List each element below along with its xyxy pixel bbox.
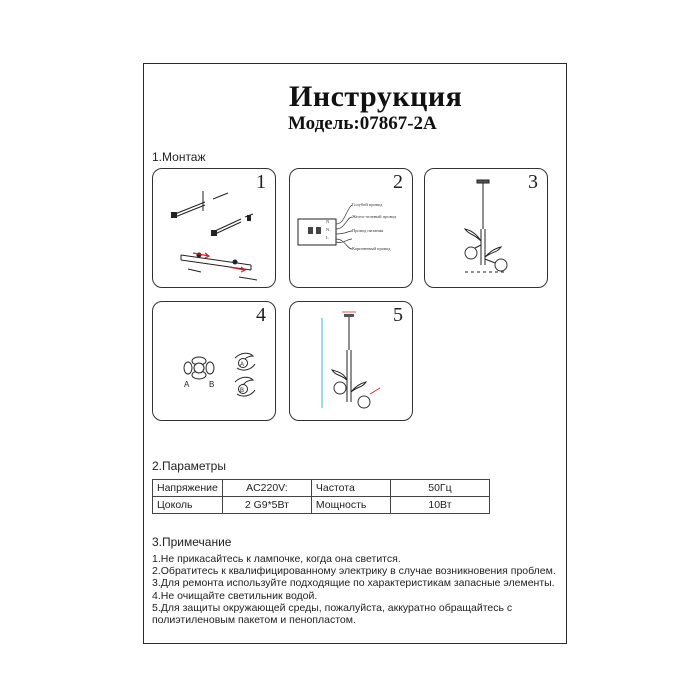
label-b: B <box>209 380 215 389</box>
param-label: Мощность <box>311 497 390 514</box>
list-item: полиэтиленовым пакетом и пенопластом. <box>152 614 356 627</box>
list-item: 5.Для защиты окружающей среды, пожалуйста, аккуратно обращайтесь с <box>152 601 513 614</box>
param-label: Цоколь <box>153 497 223 514</box>
mounting-step-2-panel <box>289 168 413 288</box>
param-label: Напряжение <box>153 480 223 497</box>
parameters-table <box>152 479 490 514</box>
step-1-illustration <box>153 169 276 288</box>
list-item: 2.Обратитесь к квалифицированному электрику в случае возникновения проблем. <box>152 565 556 578</box>
section-heading-parameters: 2.Параметры <box>152 459 226 473</box>
mounting-step-1-panel <box>152 168 276 288</box>
notes-list <box>152 553 557 626</box>
step-number: 5 <box>393 304 403 326</box>
mounting-step-4-panel <box>152 301 276 421</box>
param-value: 50Гц <box>390 480 489 497</box>
step-2-wiring-diagram <box>290 169 413 288</box>
terminal-l-label: L <box>326 235 329 240</box>
terminal-n-label: N <box>326 219 330 224</box>
yellow-green-wire-label: Желто-зеленый провод <box>352 214 397 219</box>
instruction-sheet <box>143 63 567 644</box>
list-item: 3.Для ремонта используйте подходящие по характеристикам запасные элементы. <box>152 577 555 590</box>
list-item: 4.Не очищайте светильник водой. <box>152 589 318 602</box>
step-number: 2 <box>393 171 403 193</box>
power-wire-label: Провод питания <box>352 228 384 233</box>
step-3-fixture-illustration <box>425 169 548 288</box>
param-value: 2 G9*5Вт <box>222 497 311 514</box>
list-item: 1.Не прикасайтесь к лампочке, когда она светится. <box>152 553 401 565</box>
table-row <box>153 497 490 514</box>
label-a: A <box>184 380 190 389</box>
param-value: 10Вт <box>390 497 489 514</box>
section-heading-notes: 3.Примечание <box>152 535 232 549</box>
document-title: Инструкция <box>289 80 463 113</box>
table-row <box>153 480 490 497</box>
blue-wire-label: Голубой провод <box>352 202 383 207</box>
label-a-circled: A <box>240 362 245 368</box>
step-number: 4 <box>256 304 266 326</box>
model-number: Модель:07867-2A <box>288 113 437 134</box>
label-b-circled: B <box>240 388 245 394</box>
step-5-dimensions <box>290 302 413 421</box>
mounting-step-3-panel <box>424 168 548 288</box>
brown-wire-label: Коричневый провод <box>352 246 391 251</box>
step-4-bulb-installation <box>153 302 276 421</box>
step-number: 3 <box>528 171 538 193</box>
param-label: Частота <box>311 480 390 497</box>
terminal-n-label-2: N <box>326 227 330 232</box>
mounting-step-5-panel <box>289 301 413 421</box>
param-value: AC220V: <box>222 480 311 497</box>
section-heading-mounting: 1.Монтаж <box>152 150 206 164</box>
step-number: 1 <box>256 171 266 193</box>
